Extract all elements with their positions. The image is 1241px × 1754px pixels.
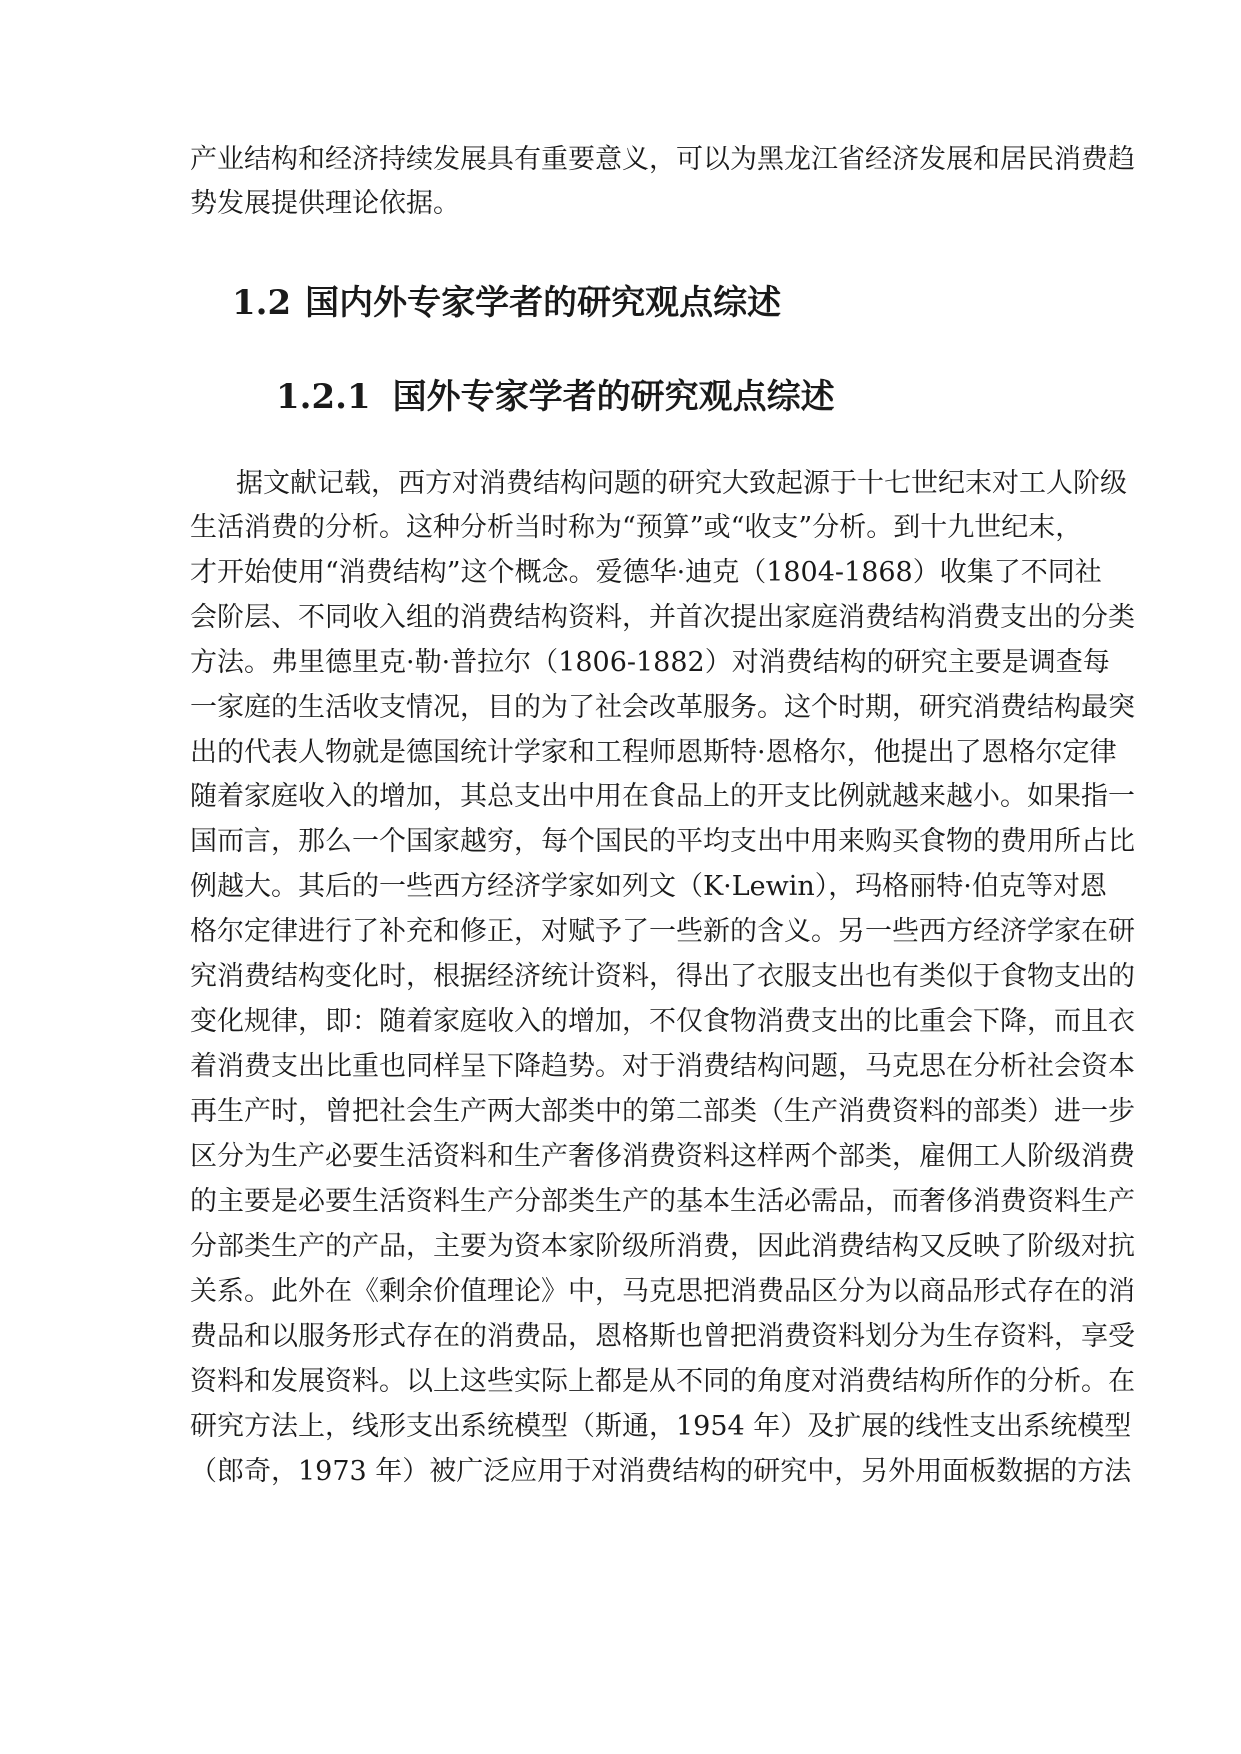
- intro-line-1: 产业结构和经济持续发展具有重要意义，可以为黑龙江省经济发展和居民消费趋: [190, 144, 1135, 175]
- section-title: 国内外专家学者的研究观点综述: [305, 283, 782, 323]
- body-line-6: 一家庭的生活收支情况，目的为了社会改革服务。这个时期，研究消费结构最突: [190, 692, 1135, 723]
- subsection-heading: [276, 377, 835, 417]
- subsection-number: 1.2.1: [276, 377, 371, 417]
- subsection-title: 国外专家学者的研究观点综述: [392, 377, 835, 417]
- body-line-18: 分部类生产的产品，主要为资本家阶级所消费，因此消费结构又反映了阶级对抗: [190, 1231, 1135, 1262]
- body-line-13: 变化规律，即：随着家庭收入的增加，不仅食物消费支出的比重会下降，而且衣: [190, 1006, 1135, 1037]
- body-line-12: 究消费结构变化时，根据经济统计资料，得出了衣服支出也有类似于食物支出的: [190, 961, 1135, 992]
- body-line-17: 的主要是必要生活资料生产分部类生产的基本生活必需品，而奢侈消费资料生产: [190, 1186, 1135, 1217]
- body-line-14: 着消费支出比重也同样呈下降趋势。对于消费结构问题，马克思在分析社会资本: [190, 1051, 1135, 1082]
- body-line-21: 资料和发展资料。以上这些实际上都是从不同的角度对消费结构所作的分析。在: [190, 1366, 1135, 1397]
- body-line-10: 例越大。其后的一些西方经济学家如列文（K·Lewin），玛格丽特·伯克等对恩: [190, 871, 1107, 902]
- body-line-2: 生活消费的分析。这种分析当时称为“预算”或“收支”分析。到十九世纪末，: [190, 512, 1083, 543]
- body-line-22: 研究方法上，线形支出系统模型（斯通，1954 年）及扩展的线性支出系统模型: [190, 1411, 1132, 1442]
- body-line-23: （郎奇，1973 年）被广泛应用于对消费结构的研究中，另外用面板数据的方法: [190, 1456, 1132, 1487]
- body-line-5: 方法。弗里德里克·勒·普拉尔（1806-1882）对消费结构的研究主要是调查每: [190, 647, 1110, 678]
- intro-line-2: 势发展提供理论依据。: [190, 188, 460, 219]
- body-line-8: 随着家庭收入的增加，其总支出中用在食品上的开支比例就越来越小。如果指一: [190, 781, 1135, 812]
- body-line-4: 会阶层、不同收入组的消费结构资料，并首次提出家庭消费结构消费支出的分类: [190, 602, 1135, 633]
- body-line-19: 关系。此外在《剩余价值理论》中，马克思把消费品区分为以商品形式存在的消: [190, 1276, 1135, 1307]
- body-line-11: 格尔定律进行了补充和修正，对赋予了一些新的含义。另一些西方经济学家在研: [190, 916, 1135, 947]
- body-line-20: 费品和以服务形式存在的消费品，恩格斯也曾把消费资料划分为生存资料，享受: [190, 1321, 1135, 1352]
- body-line-9: 国而言，那么一个国家越穷，每个国民的平均支出中用来购买食物的费用所占比: [190, 826, 1135, 857]
- body-line-3: 才开始使用“消费结构”这个概念。爱德华·迪克（1804-1868）收集了不同社: [190, 557, 1102, 588]
- body-line-15: 再生产时，曾把社会生产两大部类中的第二部类（生产消费资料的部类）进一步: [190, 1096, 1135, 1127]
- body-line-7: 出的代表人物就是德国统计学家和工程师恩斯特·恩格尔，他提出了恩格尔定律: [190, 737, 1117, 768]
- body-line-1: 据文献记载，西方对消费结构问题的研究大致起源于十七世纪末对工人阶级: [236, 468, 1127, 499]
- section-heading: [232, 283, 782, 323]
- section-number: 1.2: [232, 283, 292, 323]
- body-line-16: 区分为生产必要生活资料和生产奢侈消费资料这样两个部类，雇佣工人阶级消费: [190, 1141, 1135, 1172]
